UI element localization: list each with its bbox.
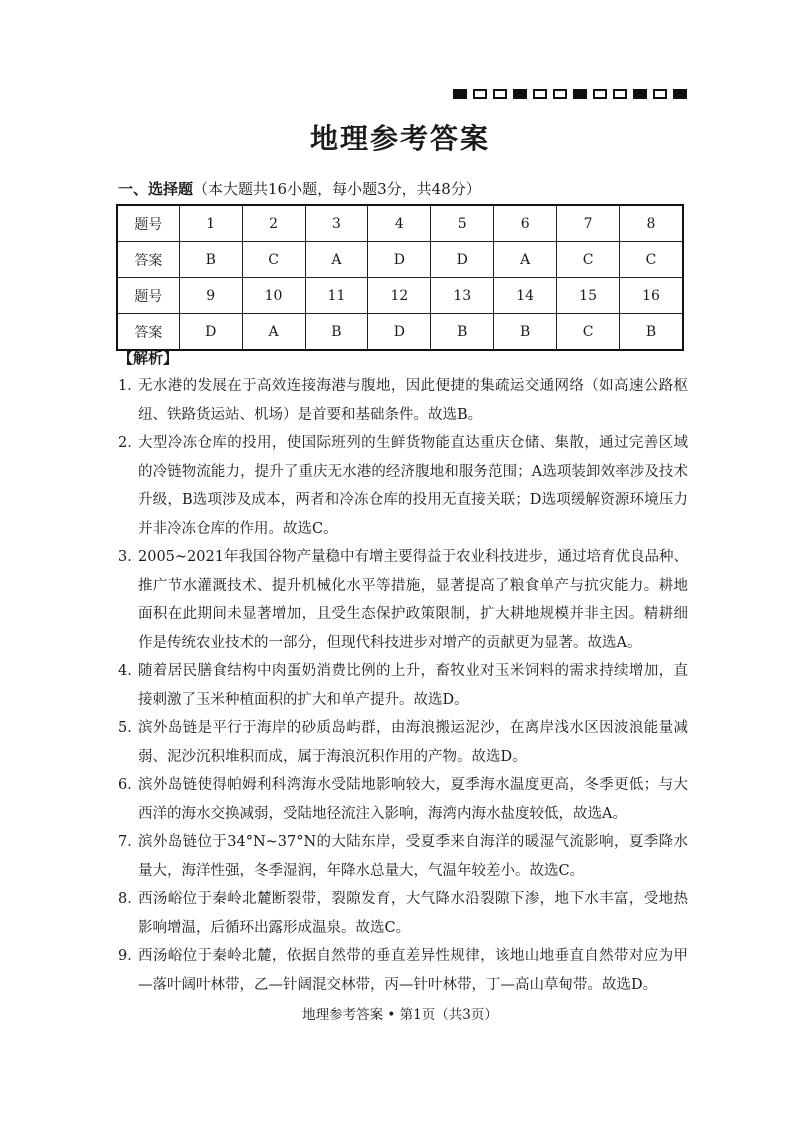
table-cell: 3	[305, 205, 368, 242]
page-title: 地理参考答案	[309, 122, 490, 155]
analysis-item	[118, 429, 688, 543]
analysis-item	[118, 372, 688, 429]
table-cell: 5	[431, 205, 494, 242]
marker-square	[633, 89, 647, 99]
table-cell: 14	[494, 278, 557, 314]
table-cell: A	[305, 242, 368, 278]
table-cell: 6	[494, 205, 557, 242]
table-cell: 16	[620, 278, 683, 314]
header-marker	[453, 89, 687, 99]
table-cell: 10	[242, 278, 305, 314]
table-cell: B	[431, 314, 494, 351]
table-row	[117, 242, 683, 278]
marker-square	[653, 89, 667, 99]
marker-square	[673, 89, 687, 99]
analysis-list	[118, 372, 688, 999]
row-header-cell: 题号	[117, 205, 179, 242]
table-cell: C	[557, 242, 620, 278]
item-text: 滨外岛链位于34°N~37°N的大陆东岸，受夏季来自海洋的暖湿气流影响，夏季降水量大，海洋性强，冬季湿润，年降水总量大，气温年较差小。故选C。	[138, 834, 688, 879]
table-cell: D	[368, 314, 431, 351]
analysis-item	[118, 543, 688, 657]
marker-square	[613, 89, 627, 99]
row-header-cell: 答案	[117, 314, 179, 351]
item-number: 5．	[118, 720, 142, 736]
row-header-cell: 题号	[117, 278, 179, 314]
analysis-item	[118, 714, 688, 771]
item-number: 8．	[118, 891, 142, 907]
table-row	[117, 278, 683, 314]
analysis-heading: 【解析】	[118, 349, 179, 367]
table-cell: 13	[431, 278, 494, 314]
marker-square	[553, 89, 567, 99]
analysis-item	[118, 771, 688, 828]
analysis-item	[118, 828, 688, 885]
item-text: 大型冷冻仓库的投用，使国际班列的生鲜货物能直达重庆仓储、集散，通过完善区域的冷链物流能力，提升了重庆无水港的经济腹地和服务范围；A选项装卸效率涉及技术升级，B选项涉及成本，两者和冷冻仓库的投用无直接关联；D选项缓解资源环境压力并非冷冻仓库的作用。故选C。	[138, 435, 688, 537]
item-text: 2005~2021年我国谷物产量稳中有增主要得益于农业科技进步，通过培育优良品种、推广节水灌溉技术、提升机械化水平等措施，显著提高了粮食单产与抗灾能力。耕地面积在此期间未显著增加，且受生态保护政策限制，扩大耕地规模并非主因。精耕细作是传统农业技术的一部分，但现代科技进步对增产的贡献更为显著。故选A。	[138, 549, 688, 651]
analysis-item	[118, 942, 688, 999]
answer-table	[116, 204, 684, 351]
item-number: 2．	[118, 435, 142, 451]
item-number: 6．	[118, 777, 142, 793]
item-text: 西汤峪位于秦岭北麓，依据自然带的垂直差异性规律，该地山地垂直自然带对应为甲—落叶阔叶林带，乙—针阔混交林带，丙—针叶林带，丁—高山草甸带。故选D。	[138, 948, 688, 993]
item-number: 4．	[118, 663, 142, 679]
table-cell: D	[431, 242, 494, 278]
table-cell: 2	[242, 205, 305, 242]
marker-square	[453, 89, 467, 99]
page-footer: 地理参考答案 • 第1页（共3页）	[302, 1007, 498, 1023]
table-cell: C	[242, 242, 305, 278]
table-cell: C	[620, 242, 683, 278]
table-cell: 4	[368, 205, 431, 242]
item-number: 3．	[118, 549, 142, 565]
table-cell: B	[620, 314, 683, 351]
answer-table-body	[117, 205, 683, 350]
table-cell: 11	[305, 278, 368, 314]
table-cell: D	[179, 314, 242, 351]
section-note: （本大题共16小题，每小题3分，共48分）	[193, 180, 481, 198]
table-cell: A	[242, 314, 305, 351]
table-row	[117, 314, 683, 351]
table-cell: 1	[179, 205, 242, 242]
item-number: 9．	[118, 948, 142, 964]
table-cell: 8	[620, 205, 683, 242]
item-text: 无水港的发展在于高效连接海港与腹地，因此便捷的集疏运交通网络（如高速公路枢纽、铁路货运站、机场）是首要和基础条件。故选B。	[138, 378, 688, 423]
table-cell: B	[305, 314, 368, 351]
row-header-cell: 答案	[117, 242, 179, 278]
item-number: 1．	[118, 378, 142, 394]
marker-square	[533, 89, 547, 99]
table-cell: 15	[557, 278, 620, 314]
item-text: 随着居民膳食结构中肉蛋奶消费比例的上升，畜牧业对玉米饲料的需求持续增加，直接刺激了玉米种植面积的扩大和单产提升。故选D。	[138, 663, 688, 708]
table-cell: 7	[557, 205, 620, 242]
table-cell: D	[368, 242, 431, 278]
table-row	[117, 205, 683, 242]
analysis-item	[118, 885, 688, 942]
section-heading	[118, 178, 481, 199]
item-text: 滨外岛链是平行于海岸的砂质岛屿群，由海浪搬运泥沙，在离岸浅水区因波浪能量减弱、泥沙沉积堆积而成，属于海浪沉积作用的产物。故选D。	[138, 720, 688, 765]
table-cell: A	[494, 242, 557, 278]
table-cell: 12	[368, 278, 431, 314]
table-cell: 9	[179, 278, 242, 314]
section-prefix: 一、选择题	[118, 180, 194, 198]
marker-square	[493, 89, 507, 99]
marker-square	[473, 89, 487, 99]
analysis-item	[118, 657, 688, 714]
marker-square	[513, 89, 527, 99]
table-cell: B	[179, 242, 242, 278]
item-number: 7．	[118, 834, 142, 850]
marker-square	[573, 89, 587, 99]
table-cell: C	[557, 314, 620, 351]
table-cell: B	[494, 314, 557, 351]
item-text: 西汤峪位于秦岭北麓断裂带，裂隙发育，大气降水沿裂隙下渗，地下水丰富，受地热影响增温，后循环出露形成温泉。故选C。	[138, 891, 688, 936]
marker-square	[593, 89, 607, 99]
item-text: 滨外岛链使得帕姆利科湾海水受陆地影响较大，夏季海水温度更高，冬季更低；与大西洋的海水交换减弱，受陆地径流注入影响，海湾内海水盐度较低，故选A。	[138, 777, 688, 822]
